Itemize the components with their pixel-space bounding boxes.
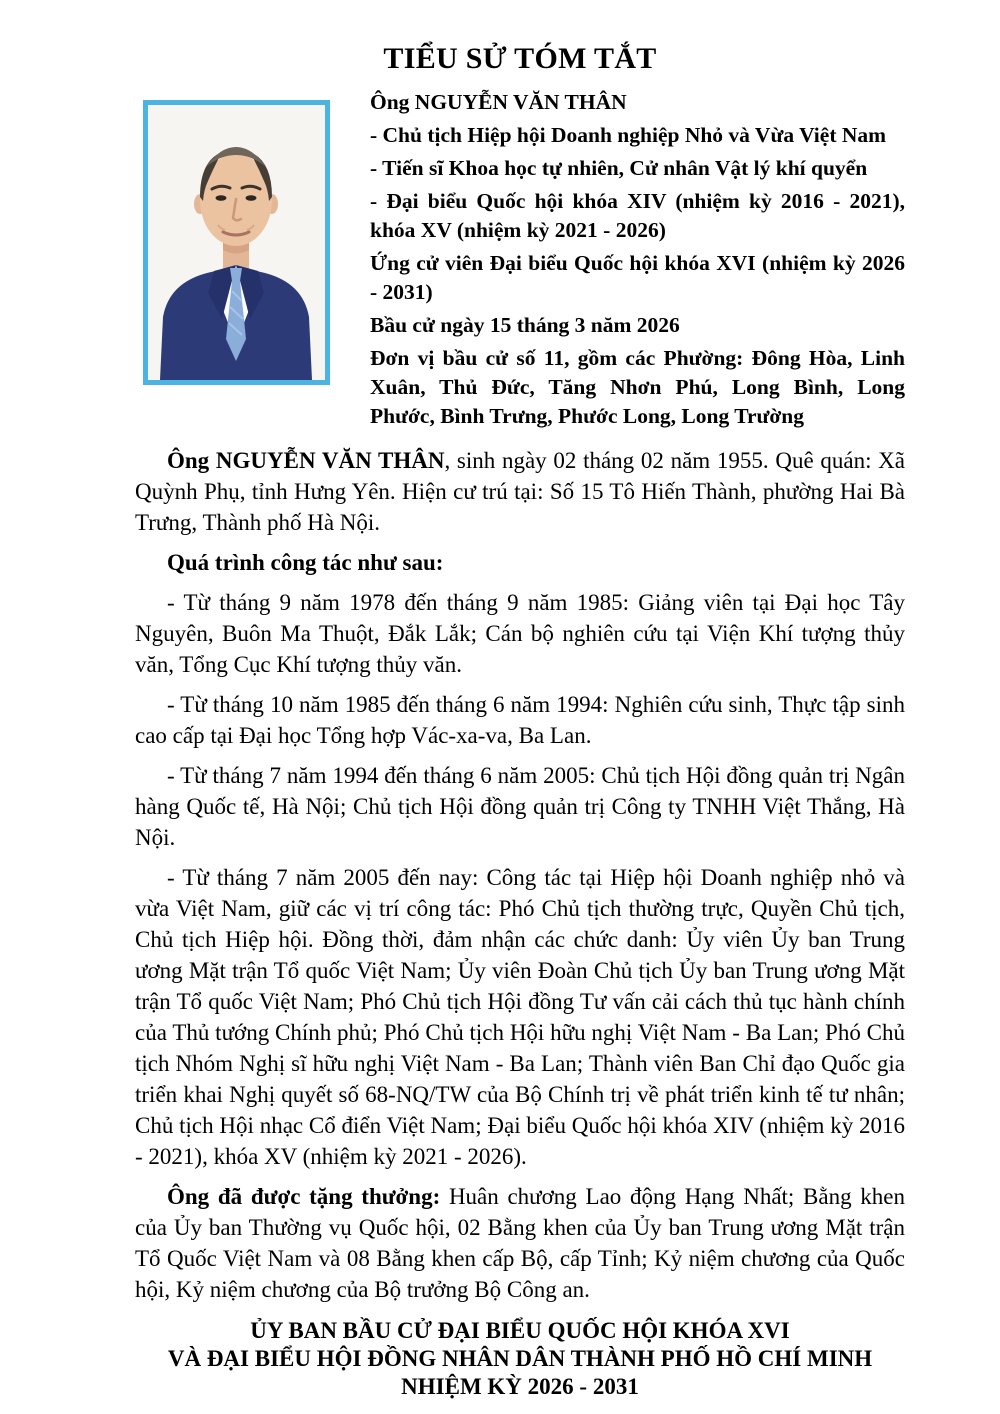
awards-text: Huân chương Lao động Hạng Nhất; Bằng khen của Ủy ban Thường vụ Quốc hội, 02 Bằng khen của Ủy ban Trung ương Mặt trận Tổ Quốc Việt Nam và 08 Bằng khen cấp Bộ, cấp Tỉnh; Kỷ niệm chương của Quốc hội, Kỷ niệm chương của Bộ trưởng Bộ Công an. <box>135 1184 905 1302</box>
intro-name-bold: Ông NGUYỄN VĂN THÂN <box>167 448 445 473</box>
intro-paragraph <box>135 445 905 538</box>
awards-lead-bold: Ông đã được tặng thưởng: <box>167 1184 441 1209</box>
profile-line: Ứng cử viên Đại biểu Quốc hội khóa XVI (nhiệm kỳ 2026 - 2031) <box>370 251 905 304</box>
career-heading: Quá trình công tác như sau: <box>167 550 444 575</box>
page-title: TIỂU SỬ TÓM TẮT <box>383 42 657 75</box>
career-item: - Từ tháng 7 năm 2005 đến nay: Công tác tại Hiệp hội Doanh nghiệp nhỏ và vừa Việt Nam, giữ các vị trí công tác: Phó Chủ tịch thường trực, Quyền Chủ tịch, Chủ tịch Hiệp hội. Đồng thời, đảm nhận các chức danh: Ủy viên Ủy ban Trung ương Mặt trận Tổ quốc Việt Nam; Ủy viên Đoàn Chủ tịch Ủy ban Trung ương Mặt trận Tổ quốc Việt Nam; Phó Chủ tịch Hội đồng Tư vấn cải cách thủ tục hành chính của Thủ tướng Chính phủ; Phó Chủ tịch Hội hữu nghị Việt Nam - Ba Lan; Phó Chủ tịch Nhóm Nghị sĩ hữu nghị Việt Nam - Ba Lan; Thành viên Ban Chỉ đạo Quốc gia triển khai Nghị quyết số 68-NQ/TW của Bộ Chính trị về phát triển kinh tế tư nhân; Chủ tịch Hội nhạc Cổ điển Việt Nam; Đại biểu Quốc hội khóa XIV (nhiệm kỳ 2016 - 2021), khóa XV (nhiệm kỳ 2021 - 2026). <box>135 865 905 1169</box>
career-item: - Từ tháng 7 năm 1994 đến tháng 6 năm 2005: Chủ tịch Hội đồng quản trị Ngân hàng Quốc tế, Hà Nội; Chủ tịch Hội đồng quản trị Công ty TNHH Việt Thắng, Hà Nội. <box>135 763 905 850</box>
intro-text: , sinh ngày 02 tháng 02 năm 1955. Quê quán: Xã Quỳnh Phụ, tỉnh Hưng Yên. Hiện cư trú tại: Số 15 Tô Hiến Thành, phường Hai Bà Trưng, Thành phố Hà Nội. <box>135 448 905 535</box>
profile-line: - Chủ tịch Hiệp hội Doanh nghiệp Nhỏ và Vừa Việt Nam <box>370 123 887 147</box>
constituency-line: Đơn vị bầu cử số 11, gồm các Phường: Đông Hòa, Linh Xuân, Thủ Đức, Tăng Nhơn Phú, Long Bình, Long Phước, Bình Trưng, Phước Long, Long Trường <box>370 346 905 428</box>
footer-line: NHIỆM KỲ 2026 - 2031 <box>401 1374 639 1399</box>
issuing-committee-footer <box>135 1317 905 1401</box>
profile-line: - Tiến sĩ Khoa học tự nhiên, Cử nhân Vật lý khí quyển <box>370 156 868 180</box>
portrait-image <box>148 105 325 380</box>
profile-line: - Đại biểu Quốc hội khóa XIV (nhiệm kỳ 2016 - 2021), khóa XV (nhiệm kỳ 2021 - 2026) <box>370 189 905 242</box>
career-item: - Từ tháng 10 năm 1985 đến tháng 6 năm 1994: Nghiên cứu sinh, Thực tập sinh cao cấp tại Đại học Tổng hợp Vác-xa-va, Ba Lan. <box>135 692 905 748</box>
candidate-name: Ông NGUYỄN VĂN THÂN <box>370 90 627 114</box>
awards-paragraph <box>135 1181 905 1305</box>
election-date-line: Bầu cử ngày 15 tháng 3 năm 2026 <box>370 313 680 337</box>
candidate-photo <box>143 100 330 385</box>
footer-line: ỦY BAN BẦU CỬ ĐẠI BIỂU QUỐC HỘI KHÓA XVI <box>250 1318 790 1343</box>
career-item: - Từ tháng 9 năm 1978 đến tháng 9 năm 1985: Giảng viên tại Đại học Tây Nguyên, Buôn Ma Thuột, Đắk Lắk; Cán bộ nghiên cứu tại Viện Khí tượng thủy văn, Tổng Cục Khí tượng thủy văn. <box>135 590 905 677</box>
footer-line: VÀ ĐẠI BIỂU HỘI ĐỒNG NHÂN DÂN THÀNH PHỐ HỒ CHÍ MINH <box>167 1346 873 1371</box>
biography-body <box>135 445 905 1305</box>
profile-section <box>135 88 905 435</box>
profile-info <box>370 88 905 435</box>
